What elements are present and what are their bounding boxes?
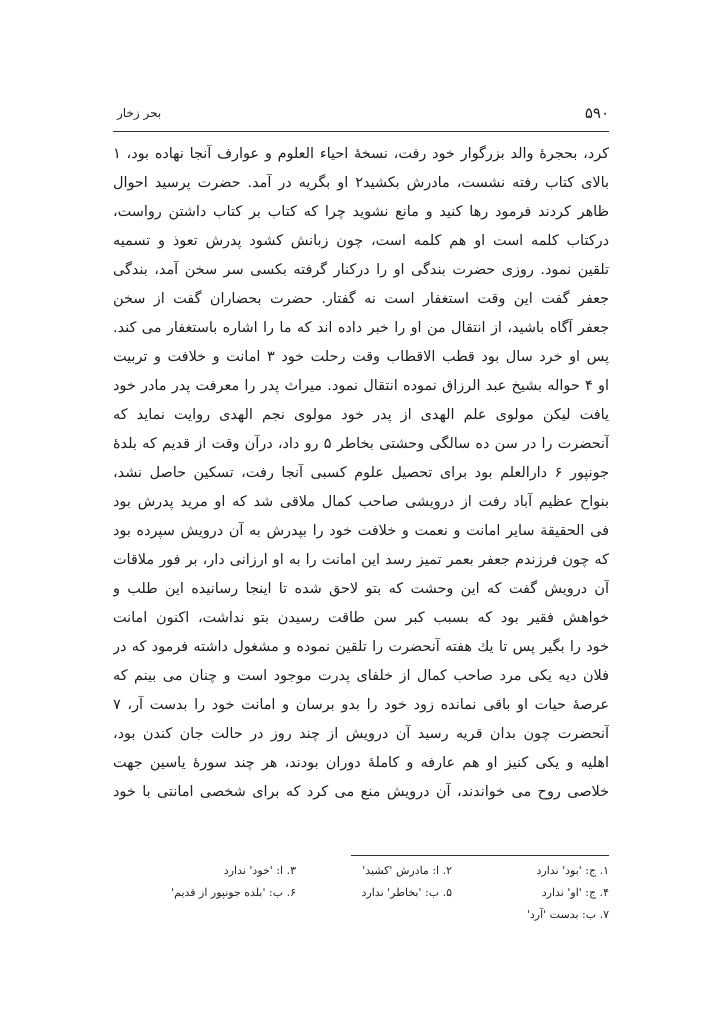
footnotes <box>113 864 609 930</box>
footnote-row <box>113 886 609 908</box>
footnote: ۵. ب: 'بخاطر' ندارد <box>361 886 452 899</box>
body-line: درکتاب کلمه است او هم کلمه است، چون زبانش کشود پدرش تعوذ و تسمیه <box>113 233 609 249</box>
body-line: عرصهٔ حیات او باقی نمانده زود خود را بدو برسان و امانت خود را بدست آر، ۷ <box>113 697 609 713</box>
body-line: آنحضرت را در سن ده سالگی وحشتی بخاطر ۵ رو داد، درآن وقت از قدیم که بلدهٔ <box>113 436 609 452</box>
footnote: ۱. ج: 'بود' ندارد <box>536 864 609 877</box>
footnote: ۴. ج: 'او' ندارد <box>541 886 609 899</box>
body-line: کرد، بحجرهٔ والد بزرگوار خود رفت، نسخهٔ احیاء العلوم و عوارف آنجا نهاده بود، ۱ <box>113 146 609 162</box>
body-line: آنحضرت چون بدان قریه رسید آن درویش از چند روز در حالت جان کندن بود، <box>113 726 609 742</box>
footnote-row <box>113 908 609 930</box>
footnote: ۶. ب: 'بلده جونپور از قدیم' <box>171 886 296 899</box>
footnote: ۷. ب: بدست 'آرد' <box>526 908 609 921</box>
running-title: بحر زخار <box>117 106 162 120</box>
body-line: یافت لیکن مولوی علم الهدی از پدر خود مولوی نجم الهدی روایت نماید که <box>113 407 609 423</box>
footnote: ۲. ا: مادرش 'کشید' <box>362 864 452 877</box>
body-line: خود را بگیر پس تا یك هفته آنحضرت را تلقین نموده و مشغول داشته فرمود که در <box>113 639 609 655</box>
body-line: تلقین نمود. روزی حضرت بندگی او را درکنار گرفته بکسی سر سخن آمد، بندگی <box>113 262 609 278</box>
body-line: فی الحقیقة سایر امانت و نعمت و خلافت خود را بپدرش به آن درویش سپرده بود <box>113 523 609 539</box>
body-line: پس او خرد سال بود قطب الاقطاب وقت رحلت خود ۳ امانت و خلافت و تربیت <box>113 349 609 365</box>
body-line: جعفر گفت این وقت استغفار است نه گفتار. حضرت بحضاران گفت از سخن <box>113 291 609 307</box>
footnote-rule <box>351 855 609 856</box>
body-line: ظاهر کردند فرمود رها کنید و مانع نشوید چرا که کتاب بر کتاب داشتن رواست، <box>113 204 609 220</box>
footnote-row <box>113 864 609 886</box>
body-line: بنواح عظیم آباد رفت از درویشی صاحب کمال ملاقی شد که او مرید پدرش بود <box>113 494 609 510</box>
body-line: خلاصی روح می خواندند، آن درویش منع می کرد که برای شخصی امانتی با خود <box>113 784 609 800</box>
body-line: آن درویش گفت که این وحشت که بتو لاحق شده تا اینجا رسانیده این طلب و <box>113 581 609 597</box>
header-rule <box>113 131 609 132</box>
body-line: اهلیه و یکی کنیز او هم عارفه و کاملهٔ دوران بودند، هر چند سورهٔ یاسین جهت <box>113 755 609 771</box>
body-line: او ۴ حواله بشیخ عبد الرزاق نموده انتقال نمود. میراث پدر را معرفت پدر مادر خود <box>113 378 609 394</box>
body-text <box>113 140 609 807</box>
footnote: ۳. ا: 'خود' ندارد <box>223 864 296 877</box>
page-header <box>113 104 609 128</box>
body-line: خواهش فقیر بود که بسبب کبر سن طاقت رسیدن بتو نداشت، اکنون امانت <box>113 610 609 626</box>
body-line: جعفر آگاه باشید، از انتقال من او را خبر داده اند که ما را اشاره باستغفار می کند. <box>113 320 609 336</box>
body-line: فلان دیه یکی مرد صاحب کمال از خلفای پدرت موجود است و چنان می بینم که <box>113 668 609 684</box>
body-line: که چون فرزندم جعفر بعمر تمیز رسد این امانت را به او ارزانی دار، بر فور ملاقات <box>113 552 609 568</box>
body-line: بالای کتاب رفته نشست، مادرش بکشید۲ او بگریه در آمد. حضرت پرسید احوال <box>113 175 609 191</box>
page-number: ۵۹۰ <box>584 104 609 122</box>
body-line: جونپور ۶ دارالعلم بود برای تحصیل علوم کسبی آنجا رفت، تسکین حاصل نشد، <box>113 465 609 481</box>
